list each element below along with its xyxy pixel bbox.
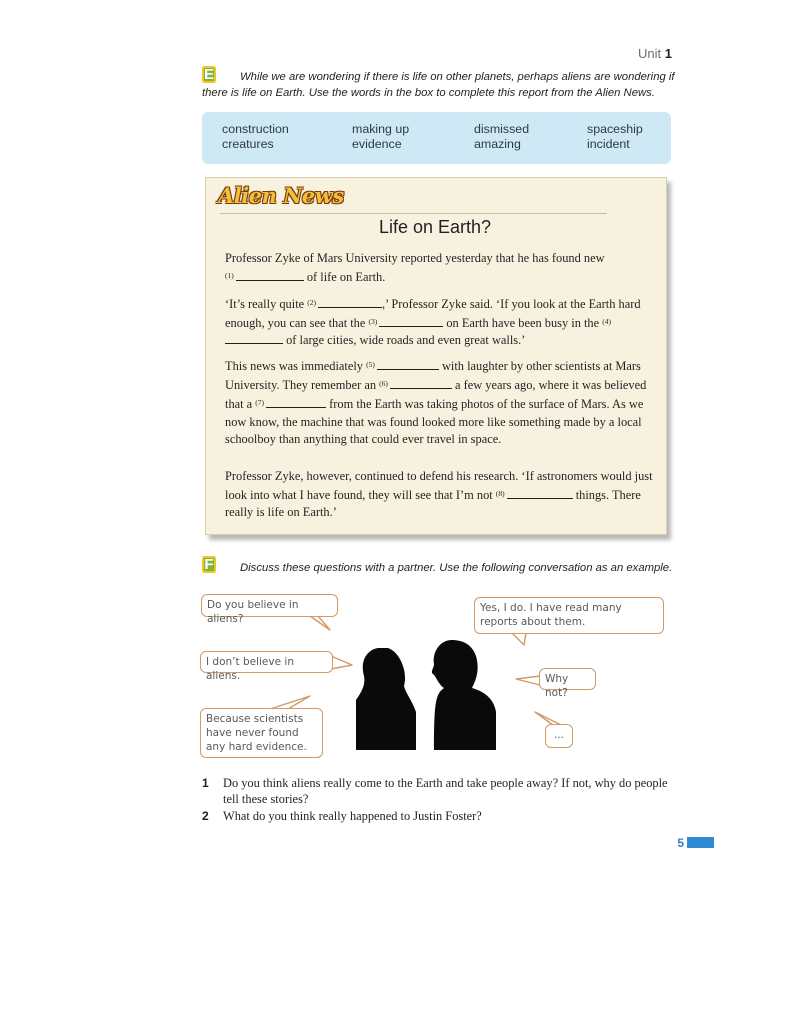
discussion-question — [202, 808, 672, 824]
article-paragraph-2: ‘It’s really quite $^{(2)}$ ,’ Professor Zyke said. ‘If you look at the Earth hard enough, you can see that the $^{(3)}$ on Earth have been busy in the $^{(4)}$ of large cities, wide roads and even great walls.’ — [225, 297, 641, 348]
question-text: What do you think really happened to Justin Foster? — [223, 809, 482, 823]
word-box-item: construction — [222, 122, 289, 136]
discussion-question — [202, 775, 672, 807]
word-box-item: incident — [587, 137, 630, 151]
unit-word: Unit — [638, 46, 662, 61]
unit-number: 1 — [664, 46, 672, 61]
page-number-bar — [687, 837, 714, 848]
silhouette-woman — [356, 648, 416, 750]
word-box-item: evidence — [352, 137, 402, 151]
speech-bubble: Do you believe in aliens? — [201, 594, 338, 617]
speech-bubble: Because scientists have never found any hard evidence. — [200, 708, 323, 758]
silhouette-man — [432, 640, 496, 750]
gap-number: (1) — [225, 271, 234, 281]
article-paragraph-3: This news was immediately $^{(5)}$ with laughter by other scientists at Mars University. They remember an $^{(6)}$ a few years ago, where it was believed that a $^{(7)}$ from the Earth was taking photos of the surface of Mars. As we now know, the machine that was found looked more like something made by a local schoolboy than anything that could ever travel in space. — [225, 359, 647, 446]
article-paragraph-1: Professor Zyke of Mars University reported yesterday that he has found new $^{(1)}$ of life on Earth. — [225, 251, 605, 285]
gap-number: (2) — [307, 298, 316, 307]
word-box-item: making up — [352, 122, 410, 136]
word-box-item: dismissed — [474, 122, 530, 136]
speech-bubble: I don’t believe in aliens. — [200, 651, 333, 673]
article-headline: Life on Earth? — [378, 217, 492, 237]
question-text: Do you think aliens really come to the Earth and take people away? If not, why do people tell these stories? — [223, 776, 668, 806]
gap-number: (4) — [602, 317, 611, 327]
gap-number: (8) — [495, 489, 505, 499]
word-box-item: spaceship — [587, 122, 643, 136]
speech-bubble: Yes, I do. I have read many reports about them. — [474, 597, 664, 634]
word-box-item: amazing — [474, 137, 521, 151]
article-paragraph-4: Professor Zyke, however, continued to defend his research. ‘If astronomers would just look into what I have found, they will see that I’m not $^{(8)}$ things. There really is life on Earth.’ — [225, 469, 653, 520]
gap-number: (6) — [379, 379, 388, 389]
gap-number: (7) — [255, 398, 265, 408]
word-box-item: creatures — [222, 137, 274, 151]
alien-news-logo: Alien News — [218, 183, 344, 208]
question-number: 1 — [202, 776, 209, 790]
speech-bubble: Why not? — [539, 668, 596, 690]
speech-bubble: ... — [545, 724, 573, 748]
exercise-e-instruction: While we are wondering if there is life on other planets, perhaps aliens are wondering if there is life on Earth. Use the words in the box to complete this report from the Alien News. — [202, 71, 675, 99]
page-number: 5 — [677, 836, 684, 850]
question-number: 2 — [202, 809, 209, 823]
gap-number: (3) — [368, 317, 378, 327]
exercise-f-badge: F — [202, 556, 216, 573]
exercise-f-instruction: Discuss these questions with a partner. Use the following conversation as an example. — [240, 562, 673, 574]
exercise-e-badge: E — [203, 66, 214, 83]
gap-number: (5) — [366, 360, 375, 369]
